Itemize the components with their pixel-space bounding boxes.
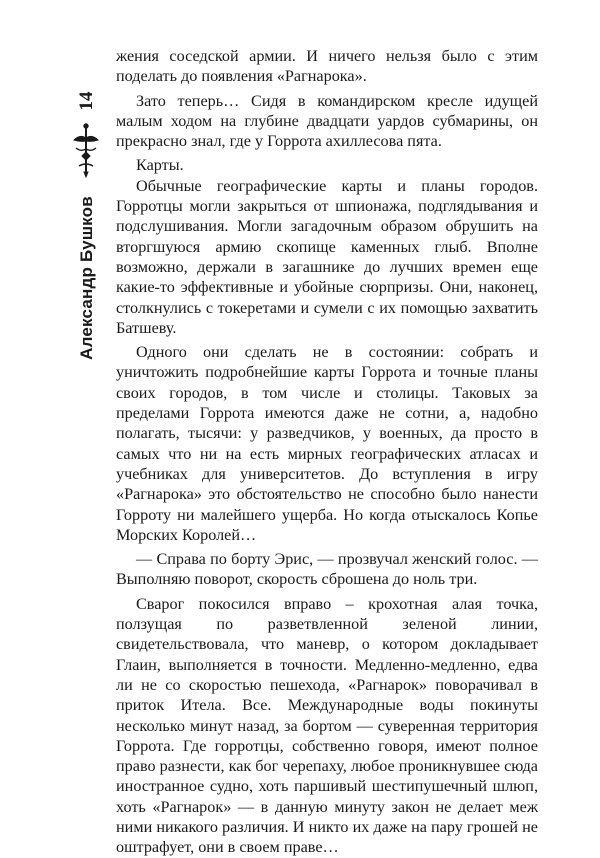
paragraph: — Справа по борту Эрис, — прозвучал женский голос. — Выполняю поворот, скорость сброшена до ноль три. bbox=[116, 550, 538, 589]
paragraph: Обычные географические карты и планы городов. Горротцы могли закрыться от шпионажа, подглядывания и подслушивания. Могли загадочным образом обрушить на вторгшуюся армию скопище каменных глыб. Вполне возможно, держали в загашнике до лучших времен еще какие-то эффективные и убойные сюрпризы. Они, наконец, столкнулись с токеретами и сумели с их помощью захватить Батшеву. bbox=[116, 176, 538, 337]
paragraph: Сварог покосился вправо – крохотная алая точка, ползущая по разветвленной зеленой линии, свидетельствовала, что маневр, о котором докладывает Глаин, выполняется в точности. Медленно-медленно, едва ли не со скоростью пешехода, «Рагнарок» поворачивал в приток Итела. Все. Международные воды покинуты несколько минут назад, за бортом — суверенная территория Горрота. Где горротцы, собственно говоря, имеют полное право разнести, как бог черепаху, любое проникнувшее сюда иностранное судно, хоть паршивый шестипушечный шлюп, хоть «Рагнарок» — в данную минуту закон не делает меж ними никакого различия. И никто их даже на пару грошей не оштрафует, они в своем праве… bbox=[116, 594, 538, 857]
paragraph: Карты. bbox=[136, 156, 184, 175]
page-margin-header bbox=[60, 40, 116, 700]
body-text bbox=[116, 46, 538, 858]
paragraph: жения соседской армии. И ничего нельзя было с этим поделать до появления «Рагнарока». bbox=[116, 47, 538, 86]
author-name: Александр Бушков bbox=[77, 196, 96, 360]
page-number: 14 bbox=[76, 91, 97, 111]
paragraph: Одного они сделать не в состоянии: собрать и уничтожить подробнейшие карты Горрота и точные планы своих городов, в том числе и столицы. Таковых за пределами Горрота имеются даже не сотни, а, надобно полагать, тысячи: у разведчиков, у военных, да просто в самых что ни на есть мирных географических атласах и учебниках для университетов. До вступления в игру «Рагнарока» это обстоятельство не способно было нанести Горроту ни малейшего ущерба. Но когда отыскалось Копье Морских Королей… bbox=[116, 343, 538, 544]
paragraph: Зато теперь… Сидя в командирском кресле идущей малым ходом на глубине двадцати уардов субмарины, он прекрасно знал, где у Горрота ахиллесова пята. bbox=[116, 91, 538, 151]
